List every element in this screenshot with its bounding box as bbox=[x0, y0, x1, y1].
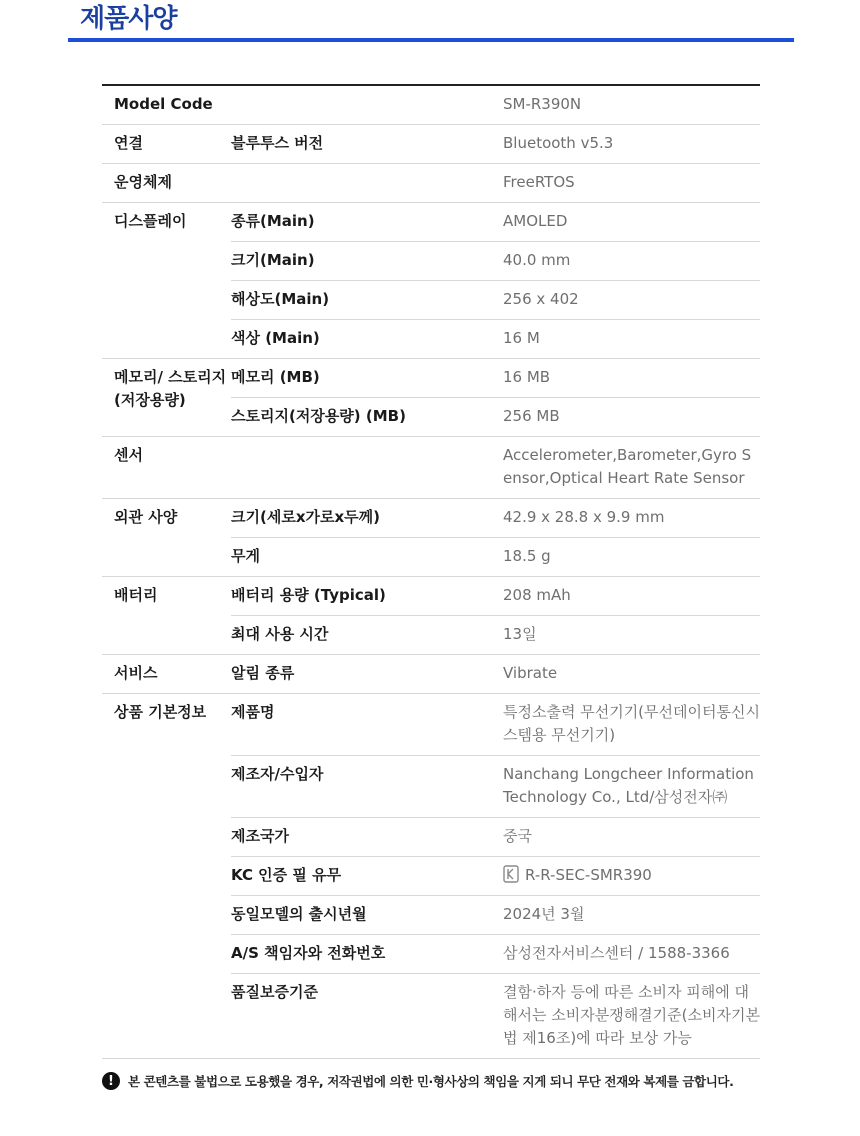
value-cell: 256 MB bbox=[501, 398, 760, 437]
item-cell: 품질보증기준 bbox=[231, 974, 501, 1059]
item-cell bbox=[231, 85, 501, 125]
category-cell: 연결 bbox=[102, 125, 231, 164]
category-cell: 디스플레이 bbox=[102, 203, 231, 359]
value-cell: SM-R390N bbox=[501, 85, 760, 125]
value-cell: 2024년 3월 bbox=[501, 896, 760, 935]
category-cell: 배터리 bbox=[102, 577, 231, 655]
value-cell: Bluetooth v5.3 bbox=[501, 125, 760, 164]
table-row bbox=[102, 499, 760, 538]
table-row bbox=[102, 655, 760, 694]
value-cell: FreeRTOS bbox=[501, 164, 760, 203]
table-row bbox=[102, 437, 760, 499]
value-cell: 특정소출력 무선기기(무선데이터통신시스템용 무선기기) bbox=[501, 694, 760, 756]
category-cell: 메모리/ 스토리지(저장용량) bbox=[102, 359, 231, 437]
kc-number: R-R-SEC-SMR390 bbox=[525, 866, 652, 884]
copyright-notice bbox=[102, 1070, 762, 1092]
item-cell: 알림 종류 bbox=[231, 655, 501, 694]
item-cell: 해상도(Main) bbox=[231, 281, 501, 320]
item-cell bbox=[231, 164, 501, 203]
notice-text: 본 콘텐츠를 불법으로 도용했을 경우, 저작권법에 의한 민·형사상의 책임을 지게 되니 무단 전재와 복제를 금합니다. bbox=[128, 1074, 734, 1089]
title-underline bbox=[68, 38, 794, 42]
table-row bbox=[102, 85, 760, 125]
kc-certification-icon bbox=[503, 865, 519, 883]
value-cell: Accelerometer,Barometer,Gyro Sensor,Optical Heart Rate Sensor bbox=[501, 437, 760, 499]
item-cell bbox=[231, 437, 501, 499]
category-cell: 운영체제 bbox=[102, 164, 231, 203]
item-cell: 최대 사용 시간 bbox=[231, 616, 501, 655]
item-cell: 제품명 bbox=[231, 694, 501, 756]
value-cell: 13일 bbox=[501, 616, 760, 655]
value-cell: 208 mAh bbox=[501, 577, 760, 616]
value-cell: 16 M bbox=[501, 320, 760, 359]
table-row bbox=[102, 164, 760, 203]
value-cell: 18.5 g bbox=[501, 538, 760, 577]
item-cell: A/S 책임자와 전화번호 bbox=[231, 935, 501, 974]
value-cell: Vibrate bbox=[501, 655, 760, 694]
category-cell: 서비스 bbox=[102, 655, 231, 694]
category-cell: 센서 bbox=[102, 437, 231, 499]
item-cell: 크기(Main) bbox=[231, 242, 501, 281]
item-cell: 무게 bbox=[231, 538, 501, 577]
item-cell: 블루투스 버전 bbox=[231, 125, 501, 164]
value-cell: AMOLED bbox=[501, 203, 760, 242]
table-row bbox=[102, 125, 760, 164]
item-cell: 스토리지(저장용량) (MB) bbox=[231, 398, 501, 437]
value-cell bbox=[501, 857, 760, 896]
item-cell: KC 인증 필 유무 bbox=[231, 857, 501, 896]
spec-table bbox=[102, 84, 760, 1059]
table-row bbox=[102, 203, 760, 242]
category-cell: 상품 기본정보 bbox=[102, 694, 231, 1059]
exclamation-icon: ! bbox=[102, 1072, 120, 1090]
value-cell: Nanchang Longcheer Information Technology Co., Ltd/삼성전자㈜ bbox=[501, 756, 760, 818]
category-cell: Model Code bbox=[102, 85, 231, 125]
page-title: 제품사양 bbox=[80, 4, 177, 34]
value-cell: 결함·하자 등에 따른 소비자 피해에 대해서는 소비자분쟁해결기준(소비자기본법 제16조)에 따라 보상 가능 bbox=[501, 974, 760, 1059]
item-cell: 동일모델의 출시년월 bbox=[231, 896, 501, 935]
table-row bbox=[102, 694, 760, 756]
table-row bbox=[102, 577, 760, 616]
item-cell: 메모리 (MB) bbox=[231, 359, 501, 398]
value-cell: 16 MB bbox=[501, 359, 760, 398]
item-cell: 제조자/수입자 bbox=[231, 756, 501, 818]
item-cell: 크기(세로x가로x두께) bbox=[231, 499, 501, 538]
value-cell: 40.0 mm bbox=[501, 242, 760, 281]
item-cell: 배터리 용량 (Typical) bbox=[231, 577, 501, 616]
value-cell: 중국 bbox=[501, 818, 760, 857]
value-cell: 42.9 x 28.8 x 9.9 mm bbox=[501, 499, 760, 538]
item-cell: 제조국가 bbox=[231, 818, 501, 857]
table-row bbox=[102, 359, 760, 398]
value-cell: 삼성전자서비스센터 / 1588-3366 bbox=[501, 935, 760, 974]
item-cell: 종류(Main) bbox=[231, 203, 501, 242]
item-cell: 색상 (Main) bbox=[231, 320, 501, 359]
category-cell: 외관 사양 bbox=[102, 499, 231, 577]
value-cell: 256 x 402 bbox=[501, 281, 760, 320]
